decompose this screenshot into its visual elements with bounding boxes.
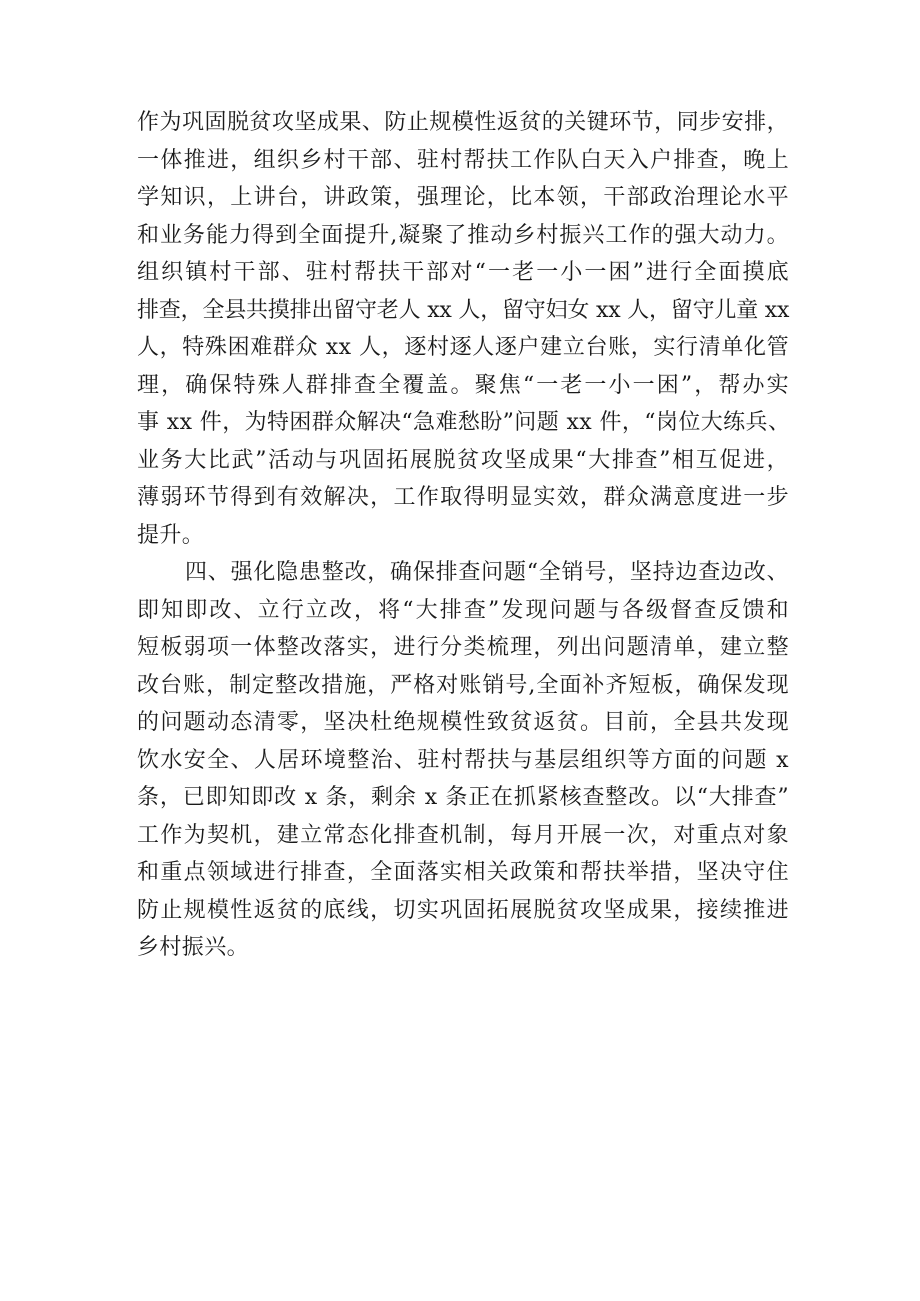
paragraph-1 <box>137 104 789 554</box>
text-line: 的问题动态清零，坚决杜绝规模性致贫返贫。目前，全县共发现 <box>137 710 789 735</box>
text-line: 人，特殊困难群众 xx 人，逐村逐人逐户建立台账，实行清单化管 <box>137 335 789 360</box>
text-line: 学知识，上讲台，讲政策，强理论，比本领，干部政治理论水平 <box>137 185 789 210</box>
document-body <box>137 104 789 967</box>
text-line: 事 xx 件，为特困群众解决“急难愁盼”问题 xx 件，“岗位大练兵、 <box>137 410 791 435</box>
text-line: 条，已即知即改 x 条，剩余 x 条正在抓紧核查整改。以“大排查” <box>137 785 789 810</box>
text-line: 四、强化隐患整改，确保排查问题“全销号，坚持边查边改、 <box>185 560 789 585</box>
paragraph-2 <box>137 554 789 967</box>
text-line: 一体推进，组织乡村干部、驻村帮扶工作队白天入户排查，晚上 <box>137 147 789 173</box>
text-line: 组织镇村干部、驻村帮扶干部对“一老一小一困”进行全面摸底 <box>137 260 789 285</box>
text-line: 和业务能力得到全面提升,凝聚了推动乡村振兴工作的强大动力。 <box>137 222 789 248</box>
text-line: 乡村振兴。 <box>137 935 250 960</box>
text-line: 防止规模性返贫的底线，切实巩固拓展脱贫攻坚成果，接续推进 <box>137 897 789 923</box>
text-line: 短板弱项一体整改落实，进行分类梳理，列出问题清单，建立整 <box>137 635 789 660</box>
text-line: 理，确保特殊人群排查全覆盖。聚焦“一老一小一困”，帮办实 <box>137 372 789 398</box>
text-line: 改台账，制定整改措施，严格对账销号,全面补齐短板，确保发现 <box>137 672 789 698</box>
text-line: 业务大比武”活动与巩固拓展脱贫攻坚成果“大排查”相互促进， <box>137 447 789 473</box>
text-line: 排查，全县共摸排出留守老人 xx 人，留守妇女 xx 人，留守儿童 xx <box>137 297 790 323</box>
text-line: 薄弱环节得到有效解决，工作取得明显实效，群众满意度进一步 <box>137 485 789 510</box>
text-line: 和重点领域进行排查，全面落实相关政策和帮扶举措，坚决守住 <box>137 860 789 885</box>
text-line: 提升。 <box>137 522 205 548</box>
text-line: 即知即改、立行立改，将“大排查”发现问题与各级督查反馈和 <box>137 597 789 623</box>
text-line: 作为巩固脱贫攻坚成果、防止规模性返贫的关键环节，同步安排， <box>137 110 789 135</box>
text-line: 工作为契机，建立常态化排查机制，每月开展一次，对重点对象 <box>137 822 789 848</box>
text-line: 饮水安全、人居环境整治、驻村帮扶与基层组织等方面的问题 x <box>137 747 789 773</box>
